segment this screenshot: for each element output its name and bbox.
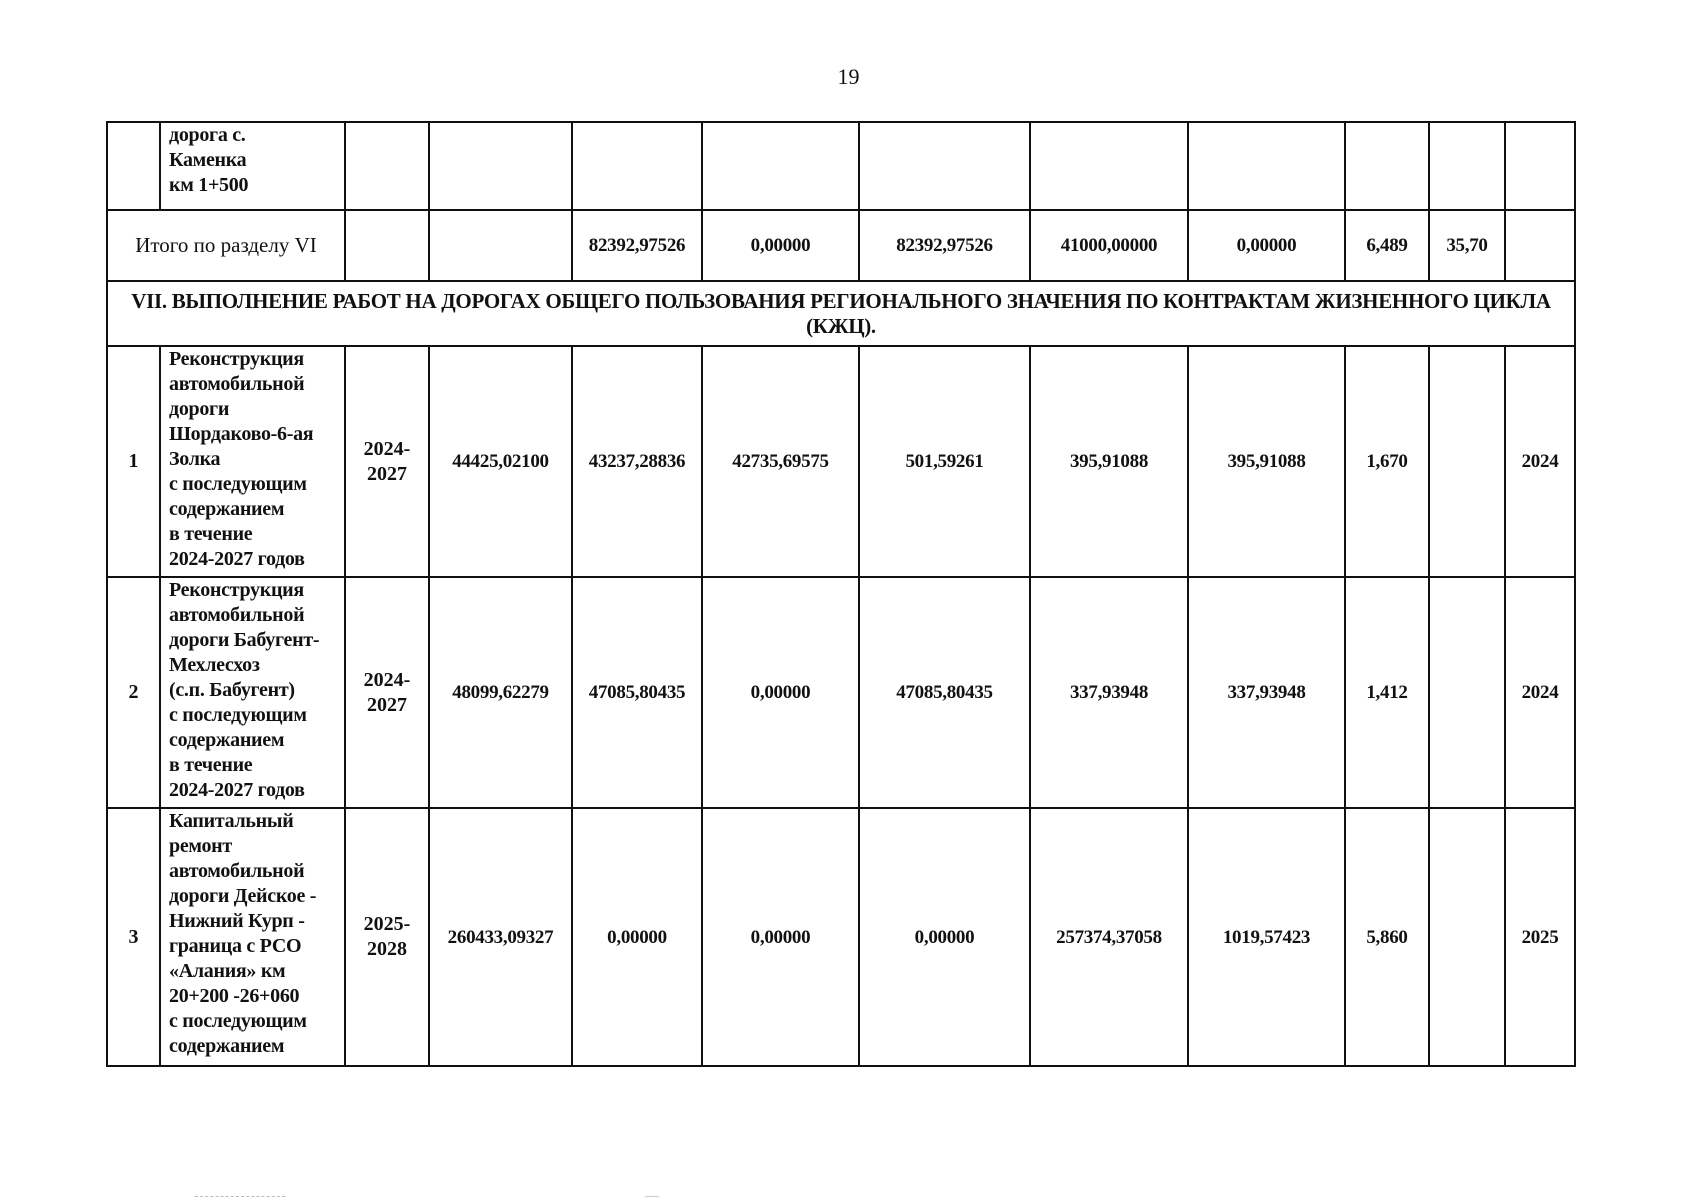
cell-value: 395,91088 — [1030, 346, 1188, 577]
cell-num: 3 — [107, 808, 160, 1066]
cell-value: 260433,09327 — [429, 808, 572, 1066]
table-row — [107, 577, 1575, 808]
cell-value — [1030, 122, 1188, 210]
total-value: 35,70 — [1429, 210, 1505, 281]
cell-period: 2024- 2027 — [345, 346, 429, 577]
cell-period: 2025- 2028 — [345, 808, 429, 1066]
cell-empty — [429, 210, 572, 281]
section-header-row — [107, 281, 1575, 346]
table-row — [107, 808, 1575, 1066]
cell-year: 2025 — [1505, 808, 1575, 1066]
table-row — [107, 122, 1575, 210]
cell-value: 43237,28836 — [572, 346, 702, 577]
section-header: VII. ВЫПОЛНЕНИЕ РАБОТ НА ДОРОГАХ ОБЩЕГО ПОЛЬЗОВАНИЯ РЕГИОНАЛЬНОГО ЗНАЧЕНИЯ ПО КОНТРАКТАМ ЖИЗНЕННОГО ЦИКЛА (КЖЦ). — [107, 281, 1575, 346]
cell-name: Реконструкция автомобильной дороги Шордаково-6-ая Золка с последующим содержанием в течение 2024-2027 годов — [160, 346, 345, 577]
cell-period — [345, 122, 429, 210]
total-value: 0,00000 — [702, 210, 859, 281]
cell-value: 5,860 — [1345, 808, 1429, 1066]
total-label: Итого по разделу VI — [107, 210, 345, 281]
total-value: 41000,00000 — [1030, 210, 1188, 281]
total-value: 82392,97526 — [859, 210, 1030, 281]
cell-name: Реконструкция автомобильной дороги Бабугент- Мехлесхоз (с.п. Бабугент) с последующим содержанием в течение 2024-2027 годов — [160, 577, 345, 808]
cell-value — [1188, 122, 1345, 210]
data-table — [106, 121, 1576, 1067]
scan-artifact — [645, 1196, 659, 1198]
cell-value: 0,00000 — [859, 808, 1030, 1066]
cell-value: 47085,80435 — [572, 577, 702, 808]
cell-value: 42735,69575 — [702, 346, 859, 577]
total-value: 82392,97526 — [572, 210, 702, 281]
cell-value: 337,93948 — [1188, 577, 1345, 808]
cell-value: 1,670 — [1345, 346, 1429, 577]
cell-value: 48099,62279 — [429, 577, 572, 808]
cell-value: 44425,02100 — [429, 346, 572, 577]
cell-value — [1429, 577, 1505, 808]
cell-year: 2024 — [1505, 577, 1575, 808]
cell-value — [1345, 122, 1429, 210]
cell-value: 0,00000 — [702, 808, 859, 1066]
cell-value — [429, 122, 572, 210]
cell-value: 337,93948 — [1030, 577, 1188, 808]
cell-empty — [345, 210, 429, 281]
cell-value: 0,00000 — [572, 808, 702, 1066]
cell-name: дорога с. Каменка км 1+500 — [160, 122, 345, 210]
cell-empty — [1505, 210, 1575, 281]
cell-value — [1429, 122, 1505, 210]
cell-value — [1429, 808, 1505, 1066]
cell-value — [859, 122, 1030, 210]
total-row — [107, 210, 1575, 281]
cell-value: 1019,57423 — [1188, 808, 1345, 1066]
cell-num: 2 — [107, 577, 160, 808]
cell-num — [107, 122, 160, 210]
cell-name: Капитальный ремонт автомобильной дороги Дейское - Нижний Курп - граница с РСО «Алания» км 20+200 -26+060 с последующим содержанием — [160, 808, 345, 1066]
scan-artifact — [195, 1196, 285, 1198]
cell-value — [702, 122, 859, 210]
cell-value: 501,59261 — [859, 346, 1030, 577]
cell-year: 2024 — [1505, 346, 1575, 577]
cell-value: 47085,80435 — [859, 577, 1030, 808]
cell-value: 1,412 — [1345, 577, 1429, 808]
cell-value: 257374,37058 — [1030, 808, 1188, 1066]
total-value: 6,489 — [1345, 210, 1429, 281]
page-number: 19 — [837, 64, 860, 89]
cell-value — [1429, 346, 1505, 577]
total-value: 0,00000 — [1188, 210, 1345, 281]
table-row — [107, 346, 1575, 577]
cell-value: 0,00000 — [702, 577, 859, 808]
cell-value — [1505, 122, 1575, 210]
cell-value — [572, 122, 702, 210]
cell-num: 1 — [107, 346, 160, 577]
cell-period: 2024- 2027 — [345, 577, 429, 808]
cell-value: 395,91088 — [1188, 346, 1345, 577]
